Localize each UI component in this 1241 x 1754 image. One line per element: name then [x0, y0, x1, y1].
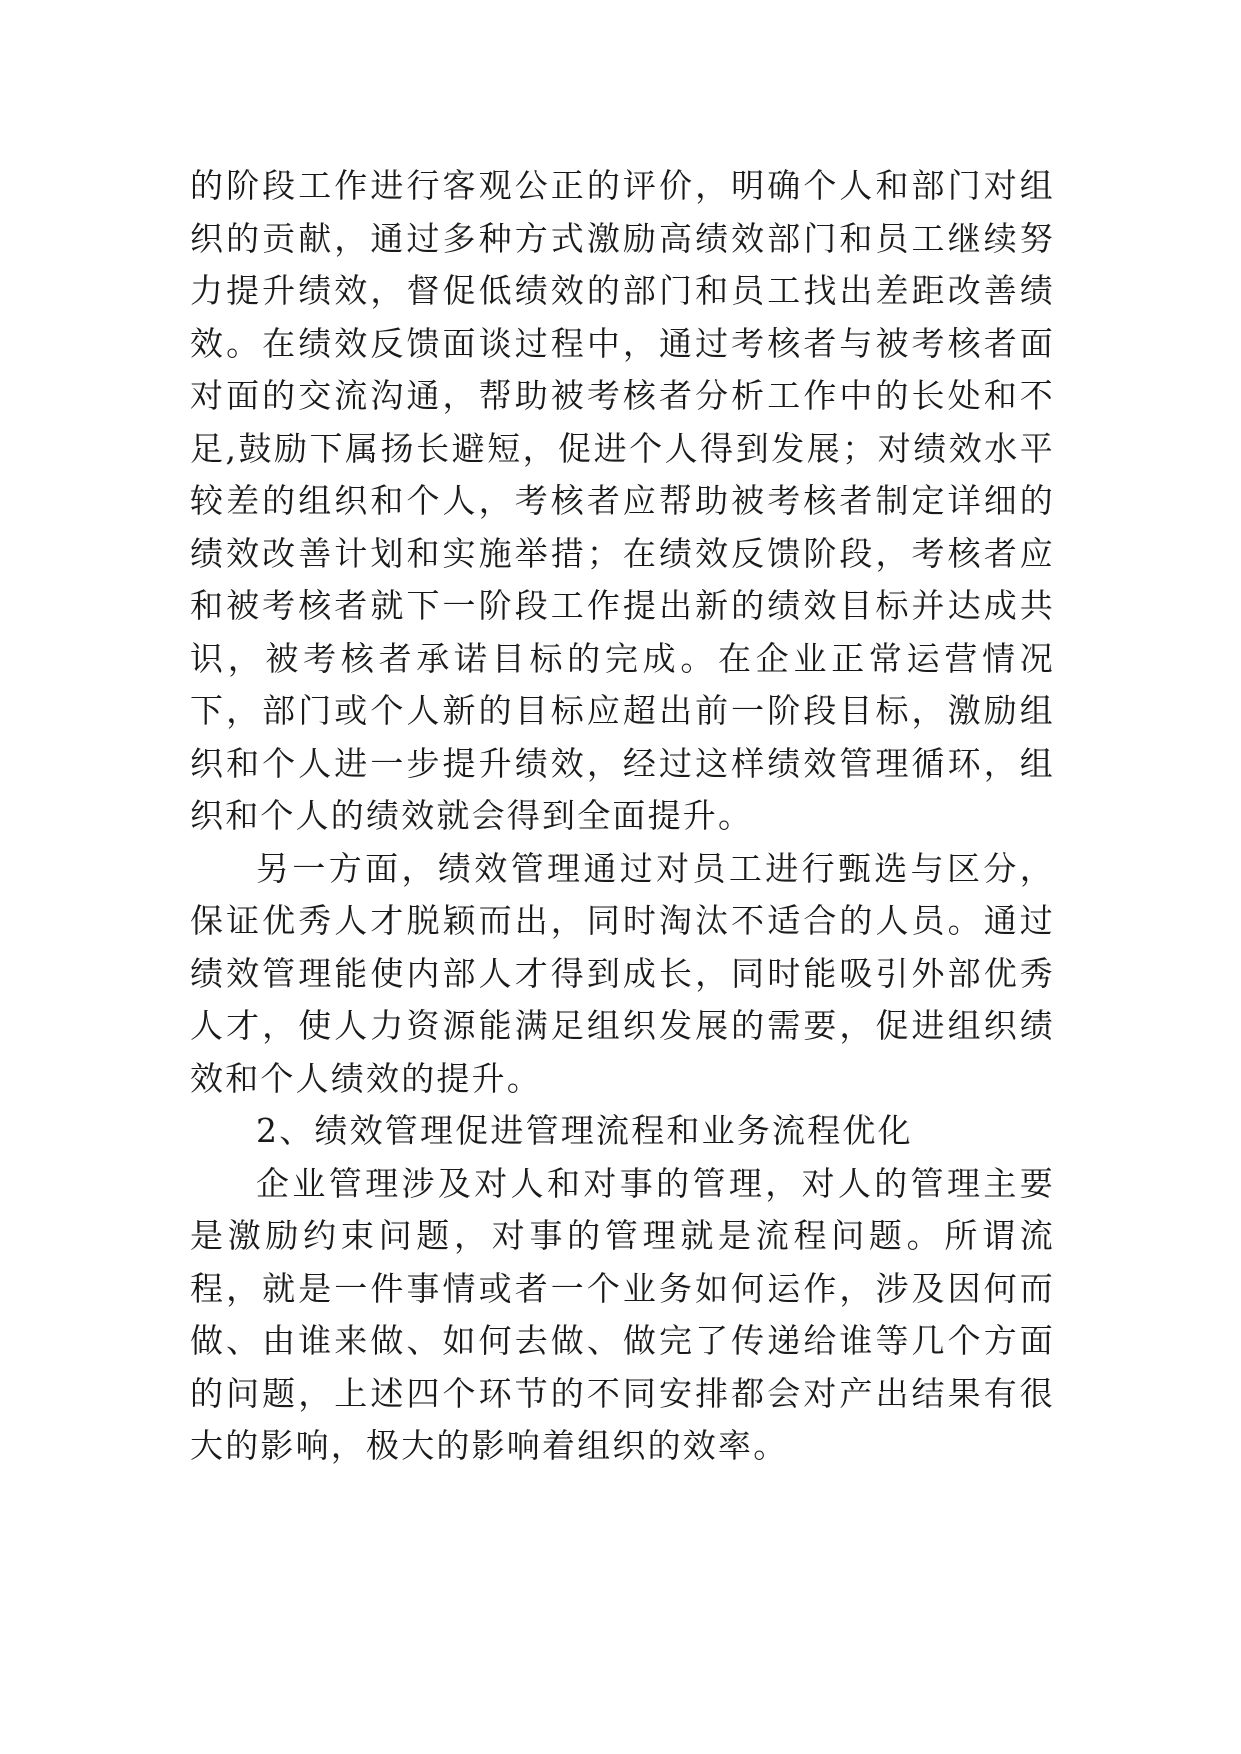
section-heading-2: 2、绩效管理促进管理流程和业务流程优化 — [256, 1111, 913, 1150]
document-body — [190, 160, 1055, 1473]
paragraph-continuation: 的阶段工作进行客观公正的评价，明确个人和部门对组织的贡献，通过多种方式激励高绩效部门和员工继续努力提升绩效，督促低绩效的部门和员工找出差距改善绩效。在绩效反馈面谈过程中，通过考核者与被考核者面对面的交流沟通，帮助被考核者分析工作中的长处和不足,鼓励下属扬长避短，促进个人得到发展；对绩效水平较差的组织和个人，考核者应帮助被考核者制定详细的绩效改善计划和实施举措；在绩效反馈阶段，考核者应和被考核者就下一阶段工作提出新的绩效目标并达成共识，被考核者承诺目标的完成。在企业正常运营情况下，部门或个人新的目标应超出前一阶段目标，激励组织和个人进一步提升绩效，经过这样绩效管理循环，组织和个人的绩效就会得到全面提升。 — [190, 166, 1055, 835]
paragraph-process: 企业管理涉及对人和对事的管理，对人的管理主要是激励约束问题，对事的管理就是流程问题。所谓流程，就是一件事情或者一个业务如何运作，涉及因何而做、由谁来做、如何去做、做完了传递给谁等几个方面的问题，上述四个环节的不同安排都会对产出结果有很大的影响，极大的影响着组织的效率。 — [190, 1163, 1055, 1465]
paragraph-another-aspect: 另一方面，绩效管理通过对员工进行甄选与区分，保证优秀人才脱颖而出，同时淘汰不适合的人员。通过绩效管理能使内部人才得到成长，同时能吸引外部优秀人才，使人力资源能满足组织发展的需要，促进组织绩效和个人绩效的提升。 — [190, 848, 1055, 1098]
